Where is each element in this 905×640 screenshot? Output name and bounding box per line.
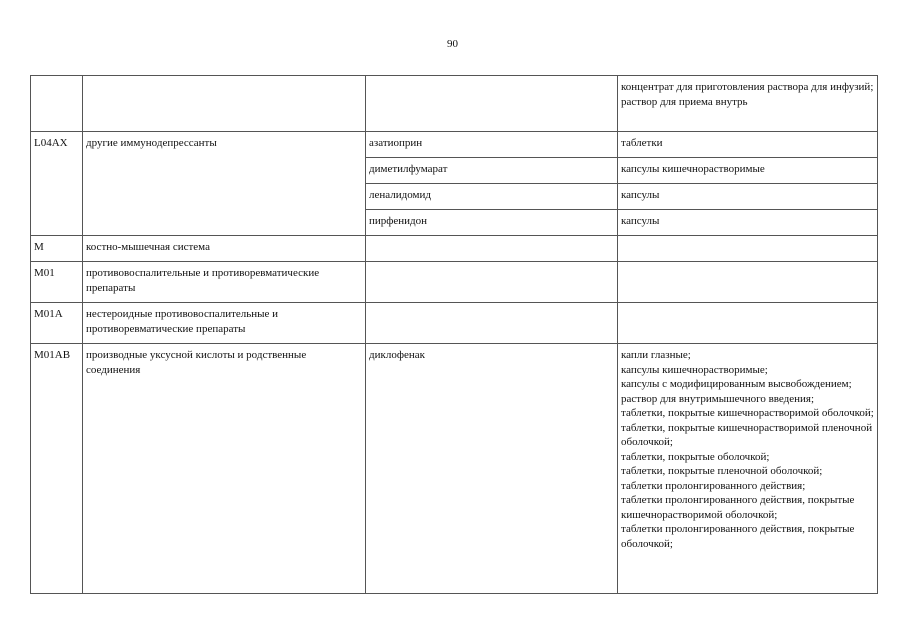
drug-name-cell xyxy=(366,262,618,303)
dosage-form: капсулы с модифицированным высвобождением; xyxy=(621,378,852,390)
dosage-forms-cell xyxy=(618,210,878,236)
table-row xyxy=(31,236,878,262)
group-name-cell xyxy=(83,76,366,132)
dosage-form: капли глазные; xyxy=(621,349,691,361)
atc-code-cell: M01A xyxy=(31,303,83,344)
dosage-forms-cell xyxy=(618,303,878,344)
dosage-forms-cell xyxy=(618,344,878,594)
drug-name-cell xyxy=(366,236,618,262)
dosage-form: таблетки, покрытые кишечнорастворимой оболочкой; xyxy=(621,407,874,419)
drug-name-cell: диклофенак xyxy=(366,344,618,594)
dosage-form: таблетки пролонгированного действия, покрытые оболочкой; xyxy=(621,523,855,550)
dosage-form: концентрат для приготовления раствора для инфузий; xyxy=(621,81,874,93)
drug-name-cell xyxy=(366,76,618,132)
dosage-form: таблетки xyxy=(621,137,663,149)
dosage-forms-cell xyxy=(618,262,878,303)
group-name-cell: другие иммунодепрессанты xyxy=(83,132,366,236)
atc-code-cell xyxy=(31,76,83,132)
dosage-form: таблетки, покрытые оболочкой; xyxy=(621,450,770,463)
atc-code-cell: L04AX xyxy=(31,132,83,236)
atc-code-cell: M01 xyxy=(31,262,83,303)
page-number: 90 xyxy=(447,38,458,50)
dosage-form: таблетки пролонгированного действия, покрытые кишечнорастворимой оболочкой; xyxy=(621,494,855,521)
group-name-cell: производные уксусной кислоты и родственные соединения xyxy=(83,344,366,594)
dosage-forms-cell xyxy=(618,184,878,210)
drug-name-cell: пирфенидон xyxy=(366,210,618,236)
table-row xyxy=(31,344,878,594)
table-row xyxy=(31,76,878,132)
group-name-cell: нестероидные противовоспалительные и противоревматические препараты xyxy=(83,303,366,344)
drug-table xyxy=(30,75,878,594)
dosage-form: капсулы кишечнорастворимые; xyxy=(621,363,768,376)
drug-name-cell: диметилфумарат xyxy=(366,158,618,184)
dosage-forms-cell xyxy=(618,132,878,158)
dosage-forms-cell xyxy=(618,236,878,262)
atc-code-cell: M01AB xyxy=(31,344,83,594)
dosage-form: таблетки, покрытые пленочной оболочкой; xyxy=(621,465,823,477)
dosage-form: капсулы xyxy=(621,189,660,201)
atc-code-cell: M xyxy=(31,236,83,262)
dosage-form: раствор для внутримышечного введения; xyxy=(621,392,815,405)
dosage-form: таблетки, покрытые кишечнорастворимой пленочной оболочкой; xyxy=(621,421,873,448)
table-row xyxy=(31,303,878,344)
dosage-form: таблетки пролонгированного действия; xyxy=(621,479,806,492)
drug-name-cell xyxy=(366,303,618,344)
drug-name-cell: азатиоприн xyxy=(366,132,618,158)
dosage-form: раствор для приема внутрь xyxy=(621,95,748,108)
group-name-cell: противовоспалительные и противоревматические препараты xyxy=(83,262,366,303)
table-row xyxy=(31,132,878,158)
group-name-cell: костно-мышечная система xyxy=(83,236,366,262)
dosage-form: капсулы кишечнорастворимые xyxy=(621,163,765,175)
dosage-forms-cell xyxy=(618,158,878,184)
dosage-form: капсулы xyxy=(621,215,660,227)
dosage-forms-cell xyxy=(618,76,878,132)
table-row xyxy=(31,262,878,303)
drug-name-cell: леналидомид xyxy=(366,184,618,210)
